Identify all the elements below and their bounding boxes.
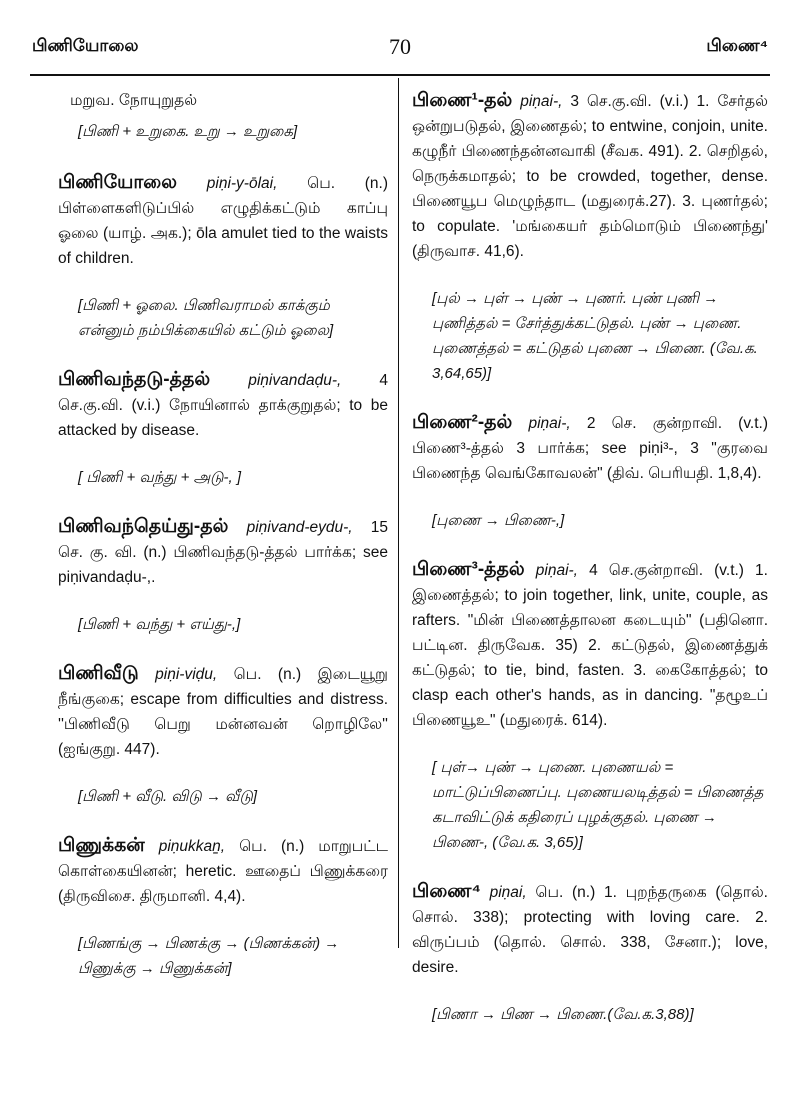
dictionary-entry <box>58 833 388 909</box>
dictionary-entry <box>58 514 388 590</box>
transliteration: piṇivandaḍu-, <box>248 372 342 389</box>
etymology: [ பிணி + வந்து + அடு-, ] <box>78 469 242 486</box>
entry-definition: 3 செ.கு.வி. (v.i.) 1. சேர்தல் ஒன்றுபடுதல், இணைதல்; to entwine, conjoin, unite. கழுநீர் பிணைந்தன்னவாகி (சீவக. 491). 2. செறிதல், நெருக்கமாதல்; to be crowded, together, dense. பிணையூப மெழுந்தாட (மதுரைக்.27). 3. புணர்தல்; to copulate. 'மங்கையர் தம்மொடும் பிணைந்து' (திருவாச. 41,6). <box>412 93 768 260</box>
etymology: [பிணி + வீடு. விடு → வீடு] <box>78 788 258 805</box>
guide-word-right: பிணை⁴ <box>706 36 768 55</box>
page-number: 70 <box>389 34 411 59</box>
column-divider <box>398 78 399 948</box>
headword: பிணை²-தல் <box>412 412 513 433</box>
headword: பிணை³-த்தல் <box>412 559 525 580</box>
page-header <box>32 36 768 70</box>
headword: பிணியோலை <box>58 172 178 193</box>
entry-definition: 4 செ.குன்றாவி. (v.t.) 1. இணைத்தல்; to join together, link, unite, couple, as rafters. "மின் பிணைத்தாலன கடையும்" (பதினொ. பட்டின. திருவேக. 35) 2. கட்டுதல், இணைத்துக் கட்டுதல்; to tie, bind, fasten. 3. கைகோத்தல்; to clasp each other's hands, as in dancing. "தழூஉப் பிணையூஉ" (மதுரைக். 614). <box>412 562 768 729</box>
continued-text: மறுவ. நோயுறுதல் <box>70 92 198 109</box>
entry-definition: பெ. (n.) பிள்ளைகளிடுப்பில் எழுதிக்கட்டும் காப்பு ஓலை (யாழ். அக.); ōla amulet tied to the waists of children. <box>58 175 388 267</box>
etymology: [புல் → புள் → புண் → புணர். புண் புணி → புணித்தல் = சேர்த்துக்கட்டுதல். புண் → புணை. புணைத்தல் = கட்டுதல் புணை → பிணை. (வே.க. 3,64,65)] <box>432 290 758 382</box>
entry-definition: 15 செ. கு. வி. (n.) பிணிவந்தடு-த்தல் பார்க்க; see piṇivandaḍu-,. <box>58 519 389 586</box>
transliteration: piṇukkaṉ, <box>158 838 226 855</box>
headword: பிணுக்கன் <box>58 835 145 856</box>
etymology: [பிணங்கு → பிணக்கு → (பிணக்கன்) → பிணுக்கு → பிணுக்கன்] <box>78 935 340 977</box>
dictionary-entry <box>58 170 388 271</box>
transliteration: piṇai-, <box>520 93 563 110</box>
etymology: [பிணி + ஓலை. பிணிவராமல் காக்கும் என்னும் நம்பிக்கையில் கட்டும் ஓலை] <box>78 297 334 339</box>
headword: பிணை¹-தல் <box>412 90 513 111</box>
etymology: [புணை → பிணை-,] <box>432 512 565 529</box>
entry-definition: பெ. (n.) மாறுபட்ட கொள்கையினன்; heretic. ஊதைப் பிணுக்கரை (திருவிசை. திருமானி. 4,4). <box>58 838 388 905</box>
entry-definition: பெ. (n.) இடையூறு நீங்குகை; escape from difficulties and distress. ''பிணிவீடு பெறு மன்னவன் றொழிலே'' (ஐங்குறு. 447). <box>58 666 388 758</box>
headword: பிணிவந்தெய்து-தல் <box>58 516 229 537</box>
etymology: [ புள்→ புண் → புணை. புணையல் = மாட்டுப்பிணைப்பு. புணையலடித்தல் = பிணைத்த கடாவிட்டுக் கதிரைப் புழக்குதல். புணை → பிணை-, (வே.க. 3,65)] <box>432 759 764 851</box>
transliteration: piṇivand-eydu-, <box>246 519 353 536</box>
header-rule <box>30 74 770 76</box>
entry-definition: 4 செ.கு.வி. (v.i.) நோயினால் தாக்குறுதல்; to be attacked by disease. <box>58 372 389 439</box>
transliteration: piṇi-viḍu, <box>155 666 218 683</box>
right-column <box>412 88 768 1051</box>
headword: பிணிவீடு <box>58 663 139 684</box>
etymology: [பிணா → பிண → பிணை.(வே.க.3,88)] <box>432 1006 694 1023</box>
transliteration: piṇai-, <box>535 562 578 579</box>
headword: பிணை⁴ <box>412 881 481 902</box>
left-column <box>58 88 388 1005</box>
dictionary-entry <box>412 557 768 733</box>
entry-definition: பெ. (n.) 1. புறந்தருகை (தொல். சொல். 338); protecting with loving care. 2. விருப்பம் (தொல். சொல். 338, சேனா.); love, desire. <box>412 884 768 976</box>
guide-word-left: பிணியோலை <box>32 36 139 55</box>
entry-definition: 2 செ. குன்றாவி. (v.t.) பிணை³-த்தல் 3 பார்க்க; see piṇi³-, 3 "குரவை பிணைந்த வெங்கோவலன்" (திவ். பெரியதி. 1,8,4). <box>412 415 768 482</box>
headword: பிணிவந்தடு-த்தல் <box>58 369 211 390</box>
transliteration: piṇai, <box>489 884 527 901</box>
transliteration: piṇai-, <box>528 415 571 432</box>
dictionary-entry <box>412 410 768 486</box>
etymology: [பிணி + வந்து + எய்து-,] <box>78 616 241 633</box>
dictionary-entry <box>412 88 768 264</box>
dictionary-entry <box>58 367 388 443</box>
transliteration: piṇi-y-ōlai, <box>206 175 278 192</box>
dictionary-entry <box>58 661 388 762</box>
dictionary-entry <box>412 879 768 980</box>
etymology: [பிணி + உறுகை. உறு → உறுகை] <box>78 123 298 140</box>
